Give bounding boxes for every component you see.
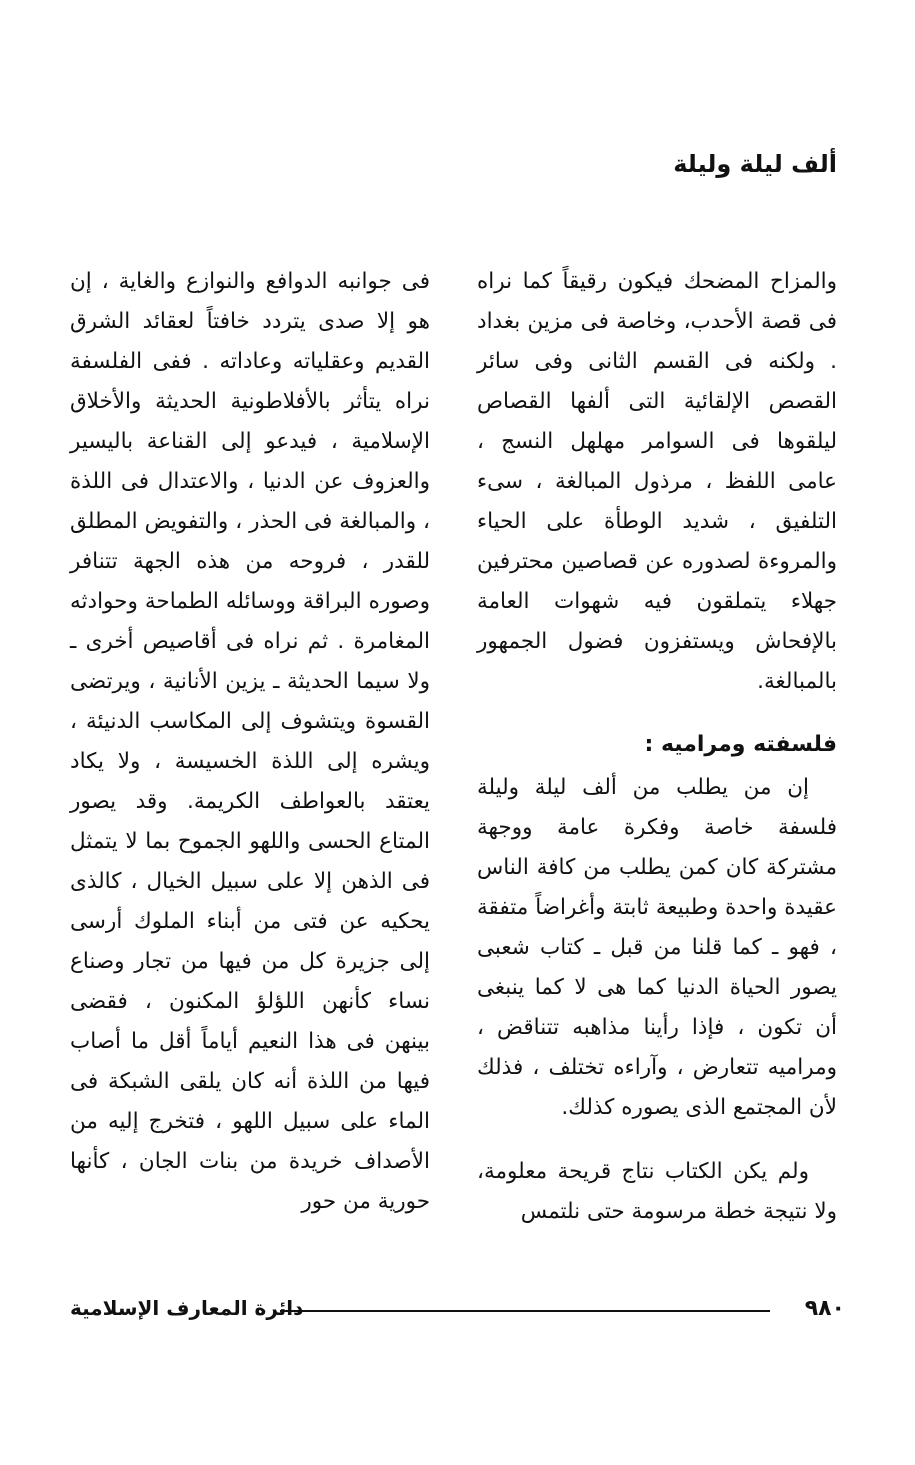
page-number: ٩٨٠ [804,1296,845,1321]
paragraph: والمزاح المضحك فيكون رقيقاً كما نراه فى قصة الأحدب، وخاصة فى مزين بغداد . ولكنه فى القسم الثانى وفى سائر القصص الإلقائية التى ألفها القصاص ليلقوها فى السوامر مهلهل النسج ، عامى اللفظ ، مرذول المبالغة ، سىء التلفيق ، شديد الوطأة على الحياء والمروءة لصدوره عن قصاصين محترفين جهلاء يتملقون فيه شهوات العامة بالإفحاش ويستفزون فضول الجمهور بالمبالغة. [477,269,837,694]
paragraph: فى جوانبه الدوافع والنوازع والغاية ، إن هو إلا صدى يتردد خافتاً لعقائد الشرق القديم وعقلياته وعاداته . ففى الفلسفة نراه يتأثر بالأفلاطونية الحديثة والأخلاق الإسلامية ، فيدعو إلى القناعة باليسير والعزوف عن الدنيا ، والاعتدال فى اللذة ، والمبالغة فى الحذر ، والتفويض المطلق للقدر ، فروحه من هذه الجهة تتنافر وصوره البراقة ووسائله الطماحة وحوادثه المغامرة . ثم نراه فى أقاصيص أخرى ـ ولا سيما الحديثة ـ يزين الأنانية ، ويرتضى القسوة ويتشوف إلى المكاسب الدنيئة ، ويشره إلى اللذة الخسيسة ، ولا يكاد يعتقد بالعواطف الكريمة. وقد يصور المتاع الحسى واللهو الجموح بما لا يتمثل فى الذهن إلا على سبيل الخيال ، كالذى يحكيه عن فتى من أبناء الملوك أرسى إلى جزيرة كل من فيها من تجار وصناع نساء كأنهن اللؤلؤ المكنون ، فقضى بينهن فى هذا النعيم أياماً أقل ما أصاب فيها من اللذة أنه كان يلقى الشبكة فى الماء على سبيل اللهو ، فتخرج إليه من الأصداف خريدة من بنات الجان ، كأنها حورية من حور [70,269,430,1214]
left-column [70,262,430,1222]
publication-title: دائرة المعارف الإسلامية [70,1296,304,1320]
paragraph: إن من يطلب من ألف ليلة وليلة فلسفة خاصة وفكرة عامة ووجهة مشتركة كان كمن يطلب من كافة الناس عقيدة واحدة وطبيعة ثابتة وأغراضاً متفقة ، فهو ـ كما قلنا من قبل ـ كتاب شعبى يصور الحياة الدنيا كما هى لا كما ينبغى أن تكون ، فإذا رأينا مذاهبه تتناقض ، ومراميه تتعارض ، وآراءه تختلف ، فذلك لأن المجتمع الذى يصوره كذلك. [477,775,837,1120]
page-footer [70,1296,845,1326]
footer-rule [280,1310,770,1312]
paragraph: ولم يكن الكتاب نتاج قريحة معلومة، ولا نتيجة خطة مرسومة حتى نلتمس [477,1159,837,1224]
running-header: ألف ليلة وليلة [673,150,837,178]
section-heading: فلسفته ومراميه : [644,732,837,757]
right-column [477,262,837,1232]
